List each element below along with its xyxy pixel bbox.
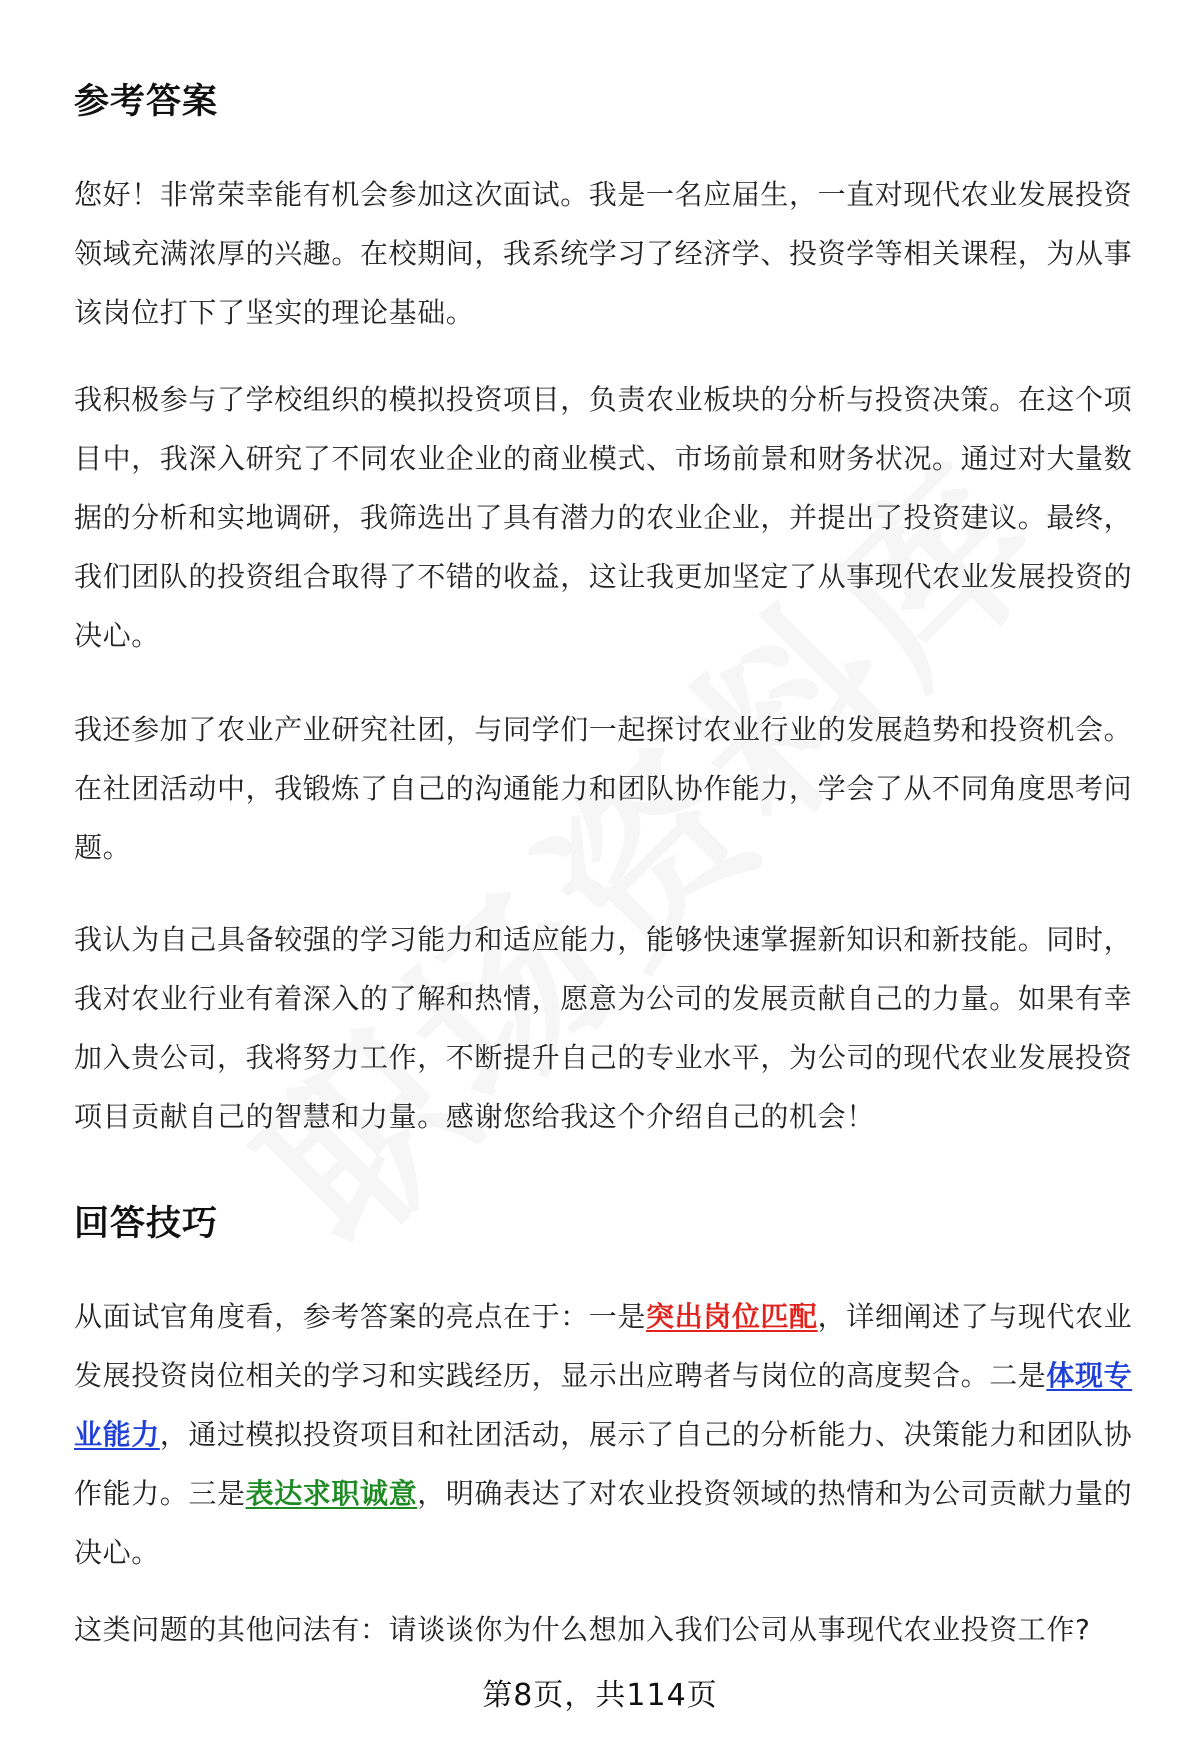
answer-paragraph-3: 我还参加了农业产业研究社团，与同学们一起探讨农业行业的发展趋势和投资机会。在社团活动中，我锻炼了自己的沟通能力和团队协作能力，学会了从不同角度思考问题。 [74, 713, 1133, 864]
highlight-professional-ability: 体现专业能力 [74, 1359, 1133, 1451]
tips-paragraph [74, 1287, 1146, 1582]
answer-paragraph-4: 我认为自己具备较强的学习能力和适应能力，能够快速掌握新知识和新技能。同时，我对农业行业有着深入的了解和热情，愿意为公司的发展贡献自己的力量。如果有幸加入贵公司，我将努力工作，不断提升自己的专业水平，为公司的现代农业发展投资项目贡献自己的智慧和力量。感谢您给我这个介绍自己的机会！ [74, 923, 1133, 1133]
section-title-reference-answer: 参考答案 [74, 82, 219, 122]
highlight-job-match: 突出岗位匹配 [646, 1300, 818, 1333]
page-number-footer: 第8页，共114页 [482, 1678, 718, 1713]
answer-paragraph-1: 您好！非常荣幸能有机会参加这次面试。我是一名应届生，一直对现代农业发展投资领域充满浓厚的兴趣。在校期间，我系统学习了经济学、投资学等相关课程，为从事该岗位打下了坚实的理论基础。 [74, 178, 1133, 329]
tips-text-4: ，明确表达了对农业投资领域的热情和为公司贡献力量的决心。 [74, 1477, 1133, 1569]
tips-text-2: ，详细阐述了与现代农业发展投资岗位相关的学习和实践经历，显示出应聘者与岗位的高度契合。二是 [74, 1300, 1133, 1392]
section-title-answer-tips: 回答技巧 [74, 1204, 219, 1244]
answer-paragraph-2: 我积极参与了学校组织的模拟投资项目，负责农业板块的分析与投资决策。在这个项目中，我深入研究了不同农业企业的商业模式、市场前景和财务状况。通过对大量数据的分析和实地调研，我筛选出了具有潜力的农业企业，并提出了投资建议。最终，我们团队的投资组合取得了不错的收益，这让我更加坚定了从事现代农业发展投资的决心。 [74, 383, 1133, 652]
other-questions-text: 这类问题的其他问法有：请谈谈你为什么想加入我们公司从事现代农业投资工作? [74, 1613, 1091, 1646]
tips-text-3: ，通过模拟投资项目和社团活动，展示了自己的分析能力、决策能力和团队协作能力。三是 [74, 1418, 1133, 1510]
highlight-job-sincerity: 表达求职诚意 [245, 1477, 418, 1510]
tips-text-1: 从面试官角度看，参考答案的亮点在于：一是 [74, 1300, 647, 1333]
